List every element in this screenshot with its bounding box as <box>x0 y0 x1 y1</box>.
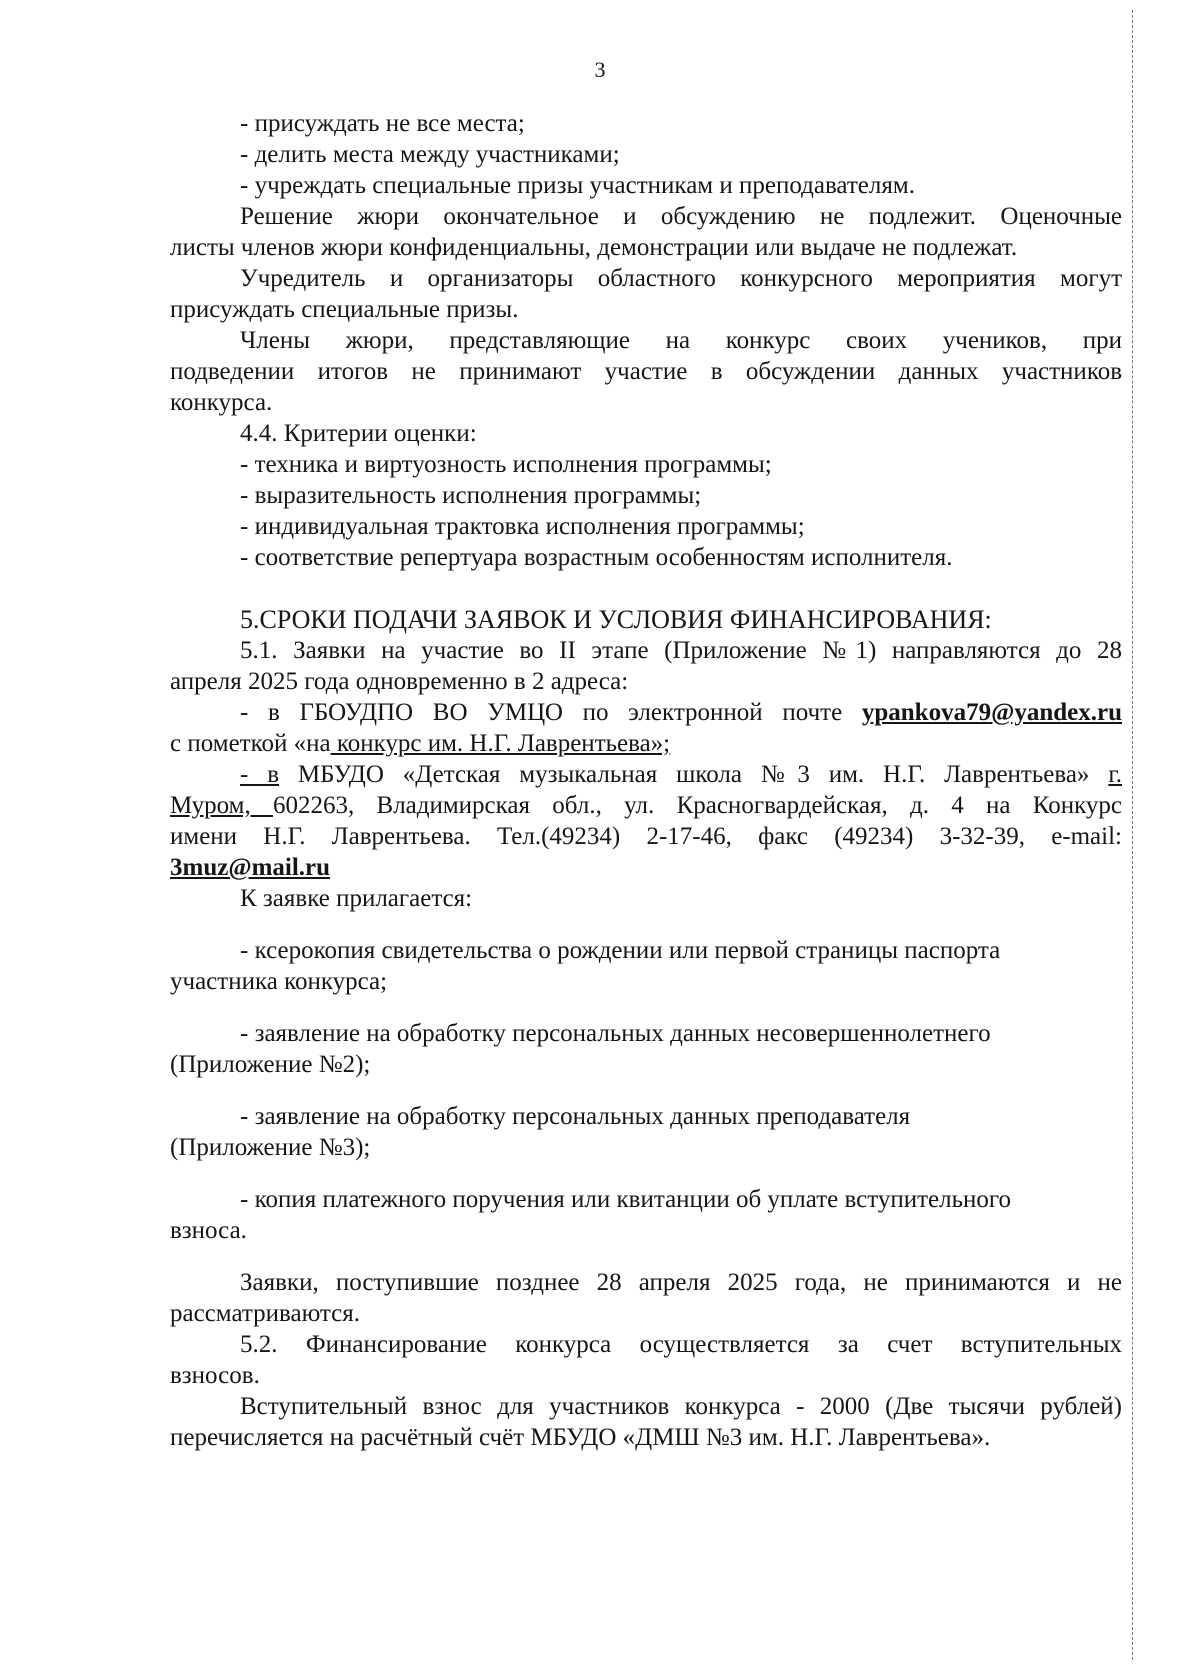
list-item: - заявление на обработку персональных данных преподавателя <box>240 1103 911 1130</box>
address-2-city: г. <box>1108 761 1122 788</box>
list-item: - выразительность исполнения программы; <box>240 482 702 509</box>
list-item: - соответствие репертуара возрастным особенностям исполнителя. <box>240 544 953 571</box>
address-2-text: 602263, Владимирская обл., ул. Красногвардейская, д. 4 на Конкурс <box>272 792 1122 819</box>
page-edge-line <box>1132 10 1134 1660</box>
list-item: - ксерокопия свидетельства о рождении или первой страницы паспорта <box>240 937 1001 964</box>
list-item: - учреждать специальные призы участникам и преподавателям. <box>240 172 915 199</box>
paragraph-line <box>170 759 1122 790</box>
list-item-continuation: взноса. <box>170 1217 247 1244</box>
paragraph-line: 5.2. Финансирование конкурса осуществляется за счет вступительных <box>240 1331 1122 1358</box>
list-item-continuation: (Приложение №3); <box>170 1134 371 1161</box>
paragraph-line: присуждать специальные призы. <box>170 296 519 323</box>
address-2-city-name: Муром, <box>170 792 273 819</box>
paragraph-line: взносов. <box>170 1362 260 1389</box>
paragraph-line <box>170 852 1122 883</box>
paragraph-line: Решение жюри окончательное и обсуждению не подлежит. Оценочные <box>240 203 1122 230</box>
list-item: - заявление на обработку персональных данных несовершеннолетнего <box>240 1020 991 1047</box>
paragraph-line: перечисляется на расчётный счёт МБУДО «ДМШ №3 им. Н.Г. Лаврентьева». <box>170 1424 991 1451</box>
paragraph-line: имени Н.Г. Лаврентьева. Тел.(49234) 2-17-46, факс (49234) 3-32-39, e-mail: <box>170 823 1122 850</box>
attachments-title: К заявке прилагается: <box>240 885 473 912</box>
address-1-note: с пометкой «на <box>170 730 331 757</box>
paragraph-line: конкурса. <box>170 389 273 416</box>
document-body <box>170 108 1122 1453</box>
paragraph-line: Члены жюри, представляющие на конкурс своих учеников, при <box>240 327 1122 354</box>
list-item: - копия платежного поручения или квитанции об уплате вступительного <box>240 1186 1012 1213</box>
paragraph-line: листы членов жюри конфиденциальны, демонстрации или выдаче не подлежат. <box>170 234 1018 261</box>
paragraph-line: рассматриваются. <box>170 1300 360 1327</box>
address-2-text: МБУДО «Детская музыкальная школа №3 им. Н.Г. Лаврентьева» <box>279 761 1109 788</box>
page-number: 3 <box>594 57 606 82</box>
email-link-yandex[interactable]: ypankova79@yandex.ru <box>861 699 1122 726</box>
paragraph-line <box>170 697 1122 728</box>
list-item: - делить места между участниками; <box>240 141 620 168</box>
list-item: - техника и виртуозность исполнения программы; <box>240 451 772 478</box>
paragraph-line: подведении итогов не принимают участие в обсуждении данных участников <box>170 358 1122 385</box>
paragraph-line: Заявки, поступившие позднее 28 апреля 2025 года, не принимаются и не <box>240 1269 1122 1296</box>
paragraph-line: апреля 2025 года одновременно в 2 адреса: <box>170 668 629 695</box>
address-1-text: - в ГБОУДПО ВО УМЦО по электронной почте <box>240 699 862 726</box>
paragraph-line: 5.1. Заявки на участие во II этапе (Приложение №1) направляются до 28 <box>240 637 1122 664</box>
list-item: - индивидуальная трактовка исполнения программы; <box>240 513 805 540</box>
address-2-dash: - в <box>240 761 280 788</box>
paragraph-line: Вступительный взнос для участников конкурса - 2000 (Две тысячи рублей) <box>240 1393 1122 1420</box>
criteria-title: 4.4. Критерии оценки: <box>240 420 477 447</box>
list-item: - присуждать не все места; <box>240 110 525 137</box>
paragraph-line <box>170 728 1122 759</box>
email-link-mail[interactable]: 3muz@mail.ru <box>170 854 331 881</box>
list-item-continuation: (Приложение №2); <box>170 1051 371 1078</box>
address-1-note-underlined: конкурс им. Н.Г. Лаврентьева»; <box>330 730 671 757</box>
paragraph-line <box>170 790 1122 821</box>
paragraph-line: Учредитель и организаторы областного конкурсного мероприятия могут <box>240 265 1122 292</box>
list-item-continuation: участника конкурса; <box>170 968 388 995</box>
section-heading: 5.СРОКИ ПОДАЧИ ЗАЯВОК И УСЛОВИЯ ФИНАНСИРОВАНИЯ: <box>240 605 992 634</box>
